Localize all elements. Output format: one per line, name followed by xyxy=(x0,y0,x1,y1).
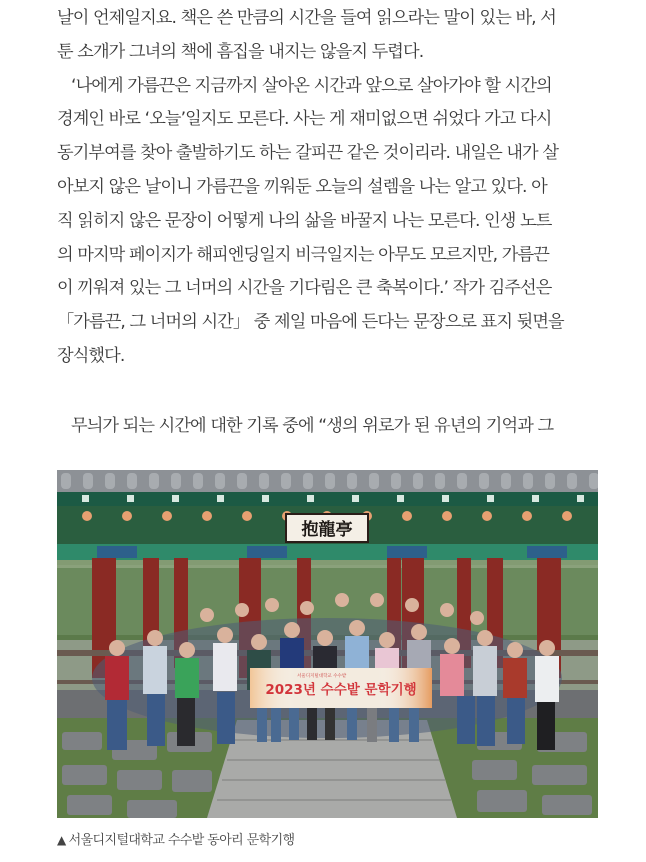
caption-text: 서울디지털대학교 수수밭 동아리 문학기행 xyxy=(68,833,295,848)
text-line: 아보지 않은 날이니 가름끈을 끼워둔 오늘의 설렘을 나는 알고 있다. 아 xyxy=(57,176,547,197)
text-line: 「가름끈, 그 너머의 시간」 중 제일 마음에 든다는 문장으로 표지 뒷면을 xyxy=(57,312,564,333)
paragraph-3 xyxy=(57,410,602,444)
banner-title: 2023년 수수밭 문학기행 xyxy=(265,682,417,698)
text-line: 동기부여를 찾아 출발하기도 하는 갈피끈 같은 것이리라. 내일은 내가 살 xyxy=(57,143,559,164)
text-line: 무늬가 되는 시간에 대한 기록 중에 “생의 위로가 된 유년의 기억과 그 xyxy=(71,416,554,436)
triangle-up-icon: ▲ xyxy=(57,833,66,847)
text-line: 직 읽히지 않은 문장이 어떻게 나의 삶을 바꿀지 나는 모른다. 인생 노트 xyxy=(57,210,552,231)
text-line: 장식했다. xyxy=(57,345,125,366)
paragraph-1 xyxy=(57,2,602,374)
text-line: 이 끼워져 있는 그 너머의 시간을 기다림은 큰 축복이다.’ 작가 김주선은 xyxy=(57,278,552,299)
text-line: 의 마지막 페이지가 해피엔딩일지 비극일지는 아무도 모르지만, 가름끈 xyxy=(57,244,549,265)
signboard-text: 抱龍亭 xyxy=(301,520,353,540)
text-line: ‘나에게 가름끈은 지금까지 살아온 시간과 앞으로 살아가야 할 시간의 xyxy=(71,75,552,96)
photo-caption xyxy=(57,829,294,848)
text-line: 날이 언제일지요. 책은 쓴 만큼의 시간을 들여 읽으라는 말이 있는 바, 서 xyxy=(57,8,557,28)
text-line: 경계인 바로 ‘오늘’일지도 모른다. 사는 게 재미없으면 쉬었다 가고 다시 xyxy=(57,109,552,130)
text-line: 툰 소개가 그녀의 책에 흠집을 내지는 않을지 두렵다. xyxy=(57,41,424,62)
banner-small-text: 서울디지털대학교 수수밭 xyxy=(297,674,347,679)
group-photo xyxy=(57,470,598,818)
